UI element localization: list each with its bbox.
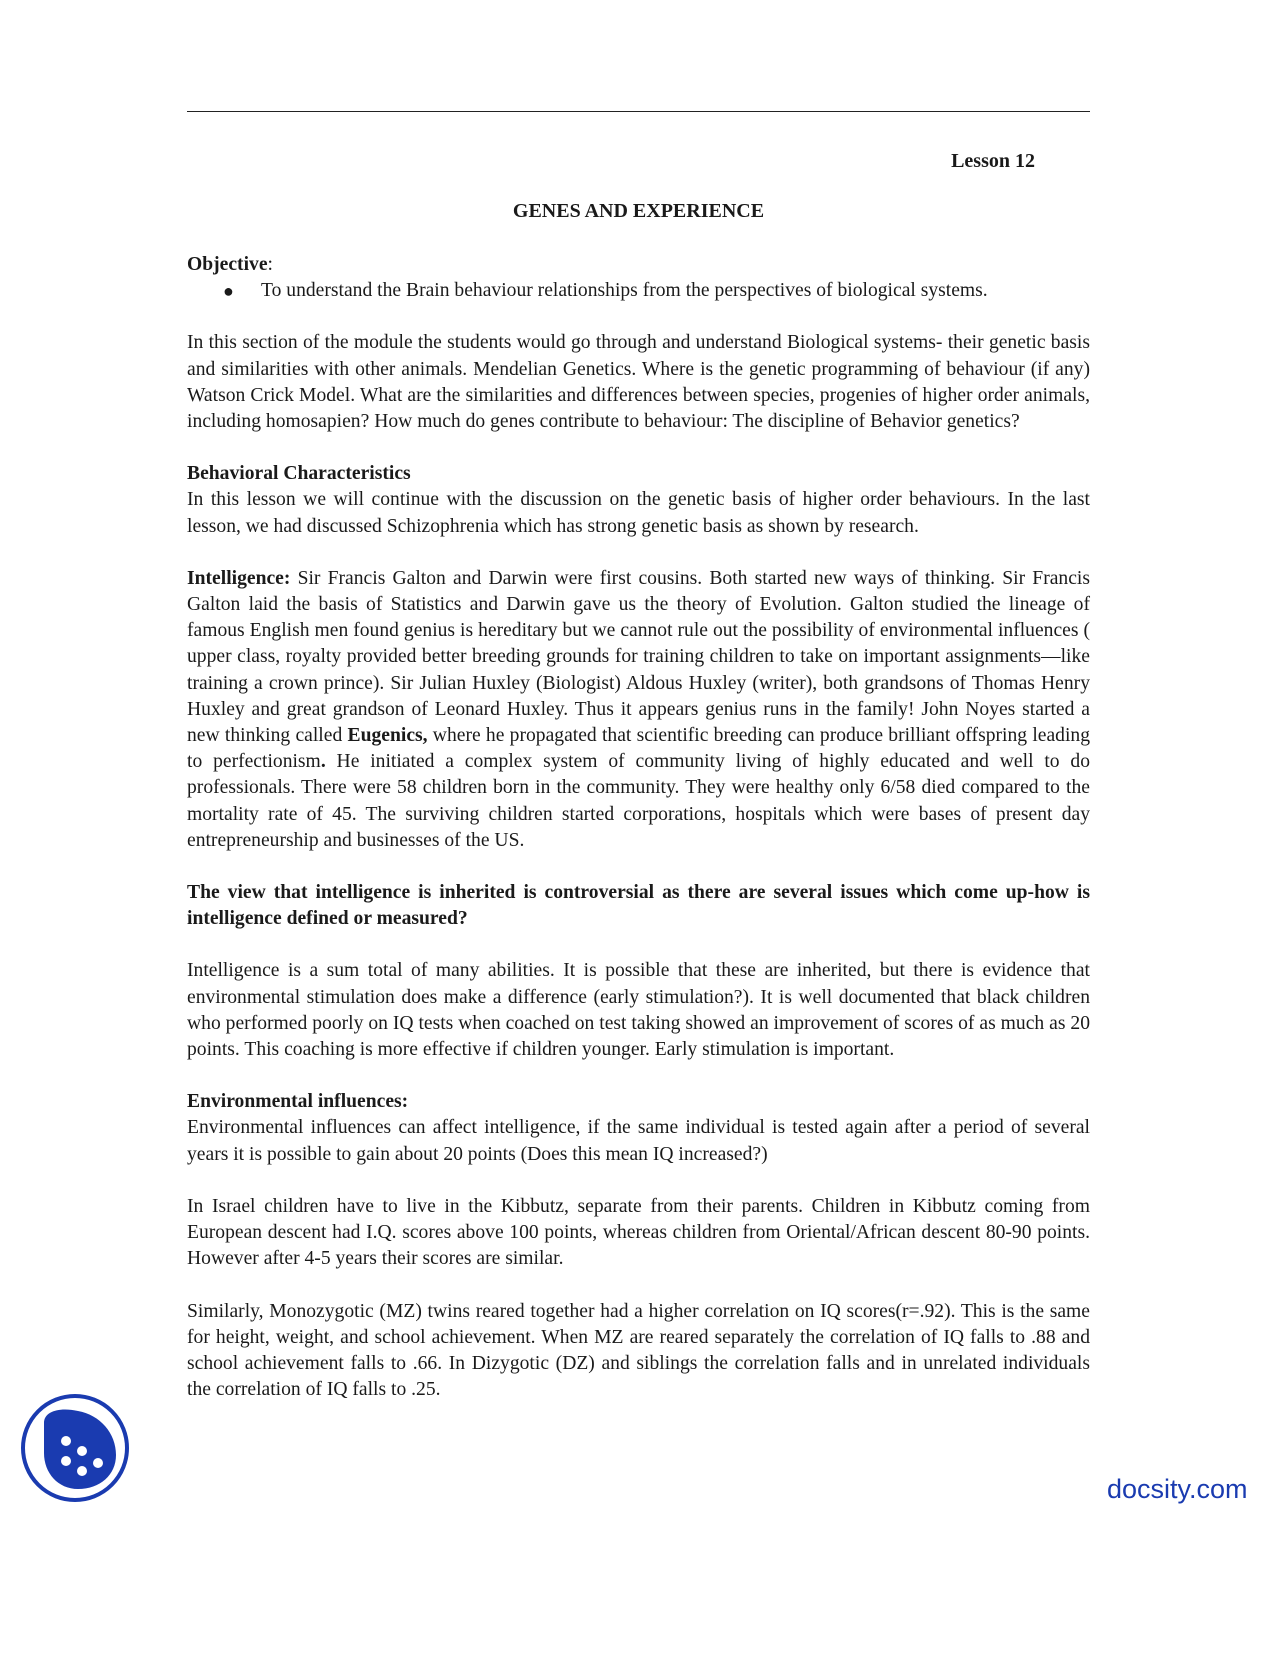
behavioral-paragraph: In this lesson we will continue with the discussion on the genetic basis of higher order behaviours. In the last lesson, we had discussed Schizophrenia which has strong genetic basis as shown by research. (187, 489, 1090, 537)
intelligence-label: Intelligence: (187, 567, 291, 589)
eugenics-term: Eugenics, (347, 725, 428, 747)
behavioral-heading: Behavioral Characteristics (187, 463, 411, 485)
document-body (187, 252, 1090, 1403)
sum-total-paragraph: Intelligence is a sum total of many abilities. It is possible that these are inherited, but there is evidence that environmental stimulation does make a difference (early stimulation?). It is well documented that black children who performed poorly on IQ tests when coached on test taking showed an improvement of scores of as much as 20 points. This coaching is more effective if children younger. Early stimulation is important. (187, 960, 1090, 1061)
bullet-icon: ● (223, 281, 234, 302)
objective-text: To understand the Brain behaviour relationships from the perspectives of biological systems. (261, 280, 988, 302)
intelligence-paragraph: Intelligence: Sir Francis Galton and Darwin were first cousins. Both started new ways of thinking. Sir Francis Galton laid the basis of Statistics and Darwin gave us the theory of Evolution. Galton studied the lineage of famous English men found genius is hereditary but we cannot rule out the possibility of environmental influences ( upper class, royalty provided better breeding grounds for training children to take on important assignments—like training a crown prince). Sir Julian Huxley (Biologist) Aldous Huxley (writer), both grandsons of Thomas Henry Huxley and great grandson of Leonard Huxley. Thus it appears genius runs in the family! John Noyes started a new thinking called Eugenics, where he propagated that scientific breeding can produce brilliant offspring leading to perfectionism. He initiated a complex system of community living of highly educated and well to do professionals. There were 58 children born in the community. They were healthy only 6/58 died compared to the mortality rate of 45. The surviving children started corporations, hospitals which were bases of present day entrepreneurship and businesses of the US. (187, 567, 1091, 851)
docsity-logo-icon (20, 1393, 130, 1503)
israel-paragraph: In Israel children have to live in the Kibbutz, separate from their parents. Children in Kibbutz coming from European descent had I.Q. scores above 100 points, whereas children from Oriental/African descent 80-90 points. However after 4-5 years their scores are similar. (187, 1195, 1090, 1270)
list-item (187, 278, 1090, 304)
intro-paragraph: In this section of the module the students would go through and understand Biological systems- their genetic basis and similarities with other animals. Mendelian Genetics. Where is the genetic programming of behaviour (if any) Watson Crick Model. What are the similarities and differences between species, progenies of higher order animals, including homosapien? How much do genes contribute to behaviour: The discipline of Behavior genetics? (187, 332, 1090, 433)
environmental-heading: Environmental influences: (187, 1091, 409, 1113)
lesson-number: Lesson 12 (951, 150, 1035, 172)
objective-list (187, 278, 1090, 304)
header-rule (187, 111, 1090, 112)
objective-label: Objective (187, 254, 268, 275)
docsity-watermark: docsity.com (1107, 1474, 1248, 1504)
twins-paragraph: Similarly, Monozygotic (MZ) twins reared together had a higher correlation on IQ scores(r=.92). This is the same for height, weight, and school achievement. When MZ are reared separately the correlation of IQ falls to .88 and school achievement falls to .66. In Dizygotic (DZ) and siblings the correlation falls and in unrelated individuals the correlation of IQ falls to .25. (187, 1300, 1090, 1401)
page-title: GENES AND EXPERIENCE (512, 200, 765, 222)
environmental-paragraph: Environmental influences can affect intelligence, if the same individual is tested again after a period of several years it is possible to gain about 20 points (Does this mean IQ increased?) (187, 1117, 1090, 1165)
objective-heading: Objective: (187, 254, 273, 275)
controversy-heading: The view that intelligence is inherited is controversial as there are several issues which come up-how is intelligence defined or measured? (187, 882, 1090, 930)
